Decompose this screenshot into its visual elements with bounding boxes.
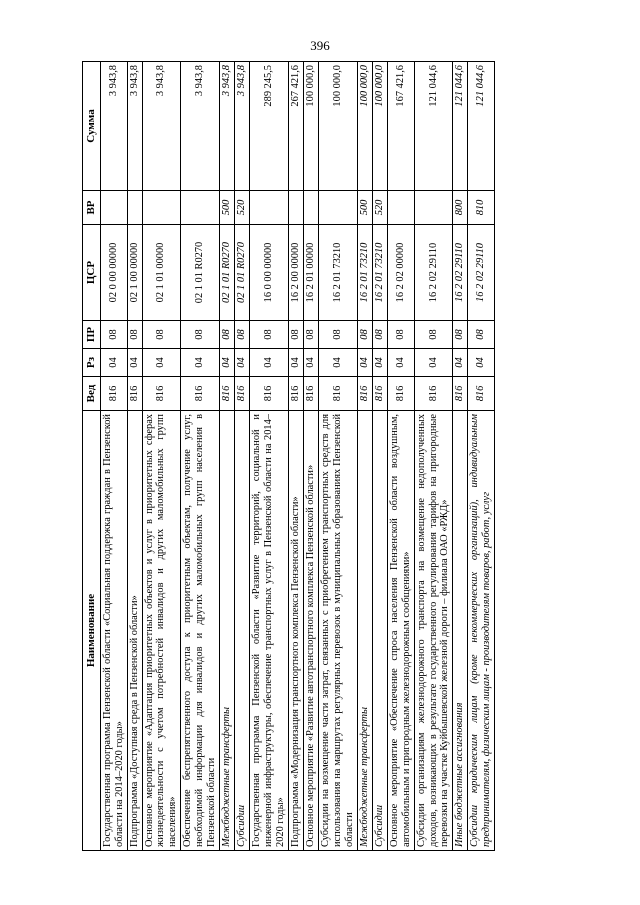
cell-ved: 816 — [453, 377, 468, 411]
table-row — [357, 62, 372, 851]
cell-csr: 16 2 02 29110 — [468, 225, 495, 321]
cell-vr — [303, 191, 318, 225]
cell-vr: 520 — [372, 191, 387, 225]
cell-name: Межбюджетные трансферты — [220, 411, 235, 851]
cell-vr — [318, 191, 357, 225]
table-row — [142, 62, 181, 851]
cell-ved: 816 — [220, 377, 235, 411]
cell-name: Субсидии — [372, 411, 387, 851]
cell-csr: 16 2 02 29110 — [414, 225, 453, 321]
table-row — [453, 62, 468, 851]
cell-sum: 100 000,0 — [318, 62, 357, 191]
table-row — [372, 62, 387, 851]
cell-name: Подпрограмма «Доступная среда в Пензенской области» — [127, 411, 142, 851]
cell-name: Межбюджетные трансферты — [357, 411, 372, 851]
cell-pr: 08 — [127, 321, 142, 349]
cell-name: Обеспечение беспрепятственного доступа к приоритетным объектам, получение услуг, необходимой информации для инвалидов и других маломобильных групп населения в Пензенской области — [181, 411, 220, 851]
cell-sum: 3 943,8 — [220, 62, 235, 191]
cell-ved: 816 — [288, 377, 303, 411]
cell-rz: 04 — [100, 349, 127, 377]
cell-name: Государственная программа Пензенской области «Социальная поддержка граждан в Пензенской области на 2014–2020 годы» — [100, 411, 127, 851]
cell-sum: 3 943,8 — [181, 62, 220, 191]
table-row — [288, 62, 303, 851]
table-row — [250, 62, 289, 851]
cell-sum: 167 421,6 — [387, 62, 414, 191]
cell-pr: 08 — [142, 321, 181, 349]
cell-rz: 04 — [288, 349, 303, 377]
cell-name: Государственная программа Пензенской области «Развитие территорий, социальной и инженерной инфраструктуры, обеспечение транспортных услуг в Пензенской области на 2014–2020 годы» — [250, 411, 289, 851]
cell-name: Субсидии юридическим лицам (кроме некоммерческих организаций), индивидуальным предпринимателям, физическим лицам - производителям товаров, работ, услуг — [468, 411, 495, 851]
cell-sum: 121 044,6 — [468, 62, 495, 191]
cell-name: Основное мероприятие «Развитие автотранспортного комплекса Пензенской области» — [303, 411, 318, 851]
cell-vr — [250, 191, 289, 225]
cell-ved: 816 — [468, 377, 495, 411]
cell-ved: 816 — [372, 377, 387, 411]
cell-name: Субсидии организациям железнодорожного транспорта на возмещение недополученных доходов, возникающих в результате государственного регулирования тарифов на пригородные перевозки на участке Куйбышевской железной дороги – филиала ОАО «РЖД» — [414, 411, 453, 851]
cell-pr: 08 — [318, 321, 357, 349]
header-vr: ВР — [83, 191, 101, 225]
cell-rz: 04 — [220, 349, 235, 377]
cell-ved: 816 — [181, 377, 220, 411]
table-header-row — [83, 62, 101, 851]
cell-rz: 04 — [453, 349, 468, 377]
cell-sum: 100 000,0 — [372, 62, 387, 191]
cell-rz: 04 — [127, 349, 142, 377]
cell-vr — [181, 191, 220, 225]
cell-rz: 04 — [303, 349, 318, 377]
cell-name: Основное мероприятие «Адаптация приоритетных объектов и услуг в приоритетных сферах жизнедеятельности с учетом потребностей инвалидов и других маломобильных групп населения» — [142, 411, 181, 851]
cell-pr: 08 — [303, 321, 318, 349]
cell-sum: 100 000,0 — [357, 62, 372, 191]
cell-csr: 16 2 00 00000 — [288, 225, 303, 321]
cell-vr — [142, 191, 181, 225]
cell-pr: 08 — [288, 321, 303, 349]
cell-pr: 08 — [181, 321, 220, 349]
cell-ved: 816 — [100, 377, 127, 411]
cell-rz: 04 — [181, 349, 220, 377]
cell-rz: 04 — [235, 349, 250, 377]
cell-vr — [100, 191, 127, 225]
cell-sum: 289 245,5 — [250, 62, 289, 191]
cell-rz: 04 — [250, 349, 289, 377]
cell-rz: 04 — [414, 349, 453, 377]
cell-ved: 816 — [303, 377, 318, 411]
cell-sum: 3 943,8 — [142, 62, 181, 191]
cell-sum: 121 044,6 — [414, 62, 453, 191]
cell-csr: 16 0 00 00000 — [250, 225, 289, 321]
table-row — [414, 62, 453, 851]
cell-csr: 16 2 02 29110 — [453, 225, 468, 321]
cell-csr: 02 1 00 00000 — [127, 225, 142, 321]
header-csr: ЦСР — [83, 225, 101, 321]
cell-ved: 816 — [357, 377, 372, 411]
cell-ved: 816 — [387, 377, 414, 411]
cell-csr: 16 2 02 00000 — [387, 225, 414, 321]
cell-ved: 816 — [414, 377, 453, 411]
cell-csr: 02 1 01 R0270 — [235, 225, 250, 321]
cell-name: Подпрограмма «Модернизация транспортного комплекса Пензенской области» — [288, 411, 303, 851]
cell-csr: 16 2 01 73210 — [357, 225, 372, 321]
header-name: Наименование — [83, 411, 101, 851]
cell-vr: 810 — [468, 191, 495, 225]
cell-pr: 08 — [220, 321, 235, 349]
cell-sum: 100 000,0 — [303, 62, 318, 191]
cell-csr: 02 0 00 00000 — [100, 225, 127, 321]
rotated-table-area — [82, 62, 602, 851]
table-row — [220, 62, 235, 851]
cell-rz: 04 — [142, 349, 181, 377]
cell-rz: 04 — [357, 349, 372, 377]
cell-rz: 04 — [318, 349, 357, 377]
page-number: 396 — [310, 38, 330, 53]
cell-csr: 02 1 01 00000 — [142, 225, 181, 321]
cell-ved: 816 — [235, 377, 250, 411]
cell-name: Основное мероприятие «Обеспечение спроса населения Пензенской области воздушным, автомобильным и пригородным железнодорожным сообщениями» — [387, 411, 414, 851]
cell-pr: 08 — [100, 321, 127, 349]
cell-sum: 3 943,8 — [127, 62, 142, 191]
cell-rz: 04 — [387, 349, 414, 377]
cell-vr: 500 — [357, 191, 372, 225]
cell-rz: 04 — [468, 349, 495, 377]
table-row — [100, 62, 127, 851]
cell-ved: 816 — [142, 377, 181, 411]
cell-pr: 08 — [387, 321, 414, 349]
cell-pr: 08 — [468, 321, 495, 349]
cell-vr — [387, 191, 414, 225]
cell-pr: 08 — [250, 321, 289, 349]
table-row — [318, 62, 357, 851]
table-body — [100, 62, 495, 851]
cell-csr: 16 2 01 73210 — [318, 225, 357, 321]
cell-pr: 08 — [453, 321, 468, 349]
cell-sum: 3 943,8 — [235, 62, 250, 191]
cell-csr: 02 1 01 R0270 — [181, 225, 220, 321]
rotated-table-container — [82, 62, 602, 851]
cell-ved: 816 — [318, 377, 357, 411]
cell-vr: 800 — [453, 191, 468, 225]
cell-csr: 16 2 01 73210 — [372, 225, 387, 321]
cell-vr: 520 — [235, 191, 250, 225]
cell-sum: 267 421,6 — [288, 62, 303, 191]
cell-vr — [127, 191, 142, 225]
cell-pr: 08 — [235, 321, 250, 349]
cell-pr: 08 — [357, 321, 372, 349]
header-sum: Сумма — [83, 62, 101, 191]
cell-sum: 3 943,8 — [100, 62, 127, 191]
cell-sum: 121 044,6 — [453, 62, 468, 191]
table-row — [387, 62, 414, 851]
cell-csr: 02 1 01 R0270 — [220, 225, 235, 321]
cell-name: Иные бюджетные ассигнования — [453, 411, 468, 851]
table-row — [468, 62, 495, 851]
cell-vr — [414, 191, 453, 225]
header-pr: ПР — [83, 321, 101, 349]
table-row — [181, 62, 220, 851]
cell-ved: 816 — [127, 377, 142, 411]
table-row — [127, 62, 142, 851]
cell-pr: 08 — [414, 321, 453, 349]
budget-table — [82, 61, 495, 851]
cell-csr: 16 2 01 00000 — [303, 225, 318, 321]
header-ved: Вед — [83, 377, 101, 411]
cell-ved: 816 — [250, 377, 289, 411]
table-row — [303, 62, 318, 851]
cell-vr — [288, 191, 303, 225]
cell-pr: 08 — [372, 321, 387, 349]
cell-vr: 500 — [220, 191, 235, 225]
cell-name: Субсидии — [235, 411, 250, 851]
header-rz: Рз — [83, 349, 101, 377]
cell-rz: 04 — [372, 349, 387, 377]
cell-name: Субсидии на возмещение части затрат, связанных с приобретением транспортных средств для использования на маршрутах регулярных перевозок в муниципальных образованиях Пензенской области — [318, 411, 357, 851]
table-row — [235, 62, 250, 851]
